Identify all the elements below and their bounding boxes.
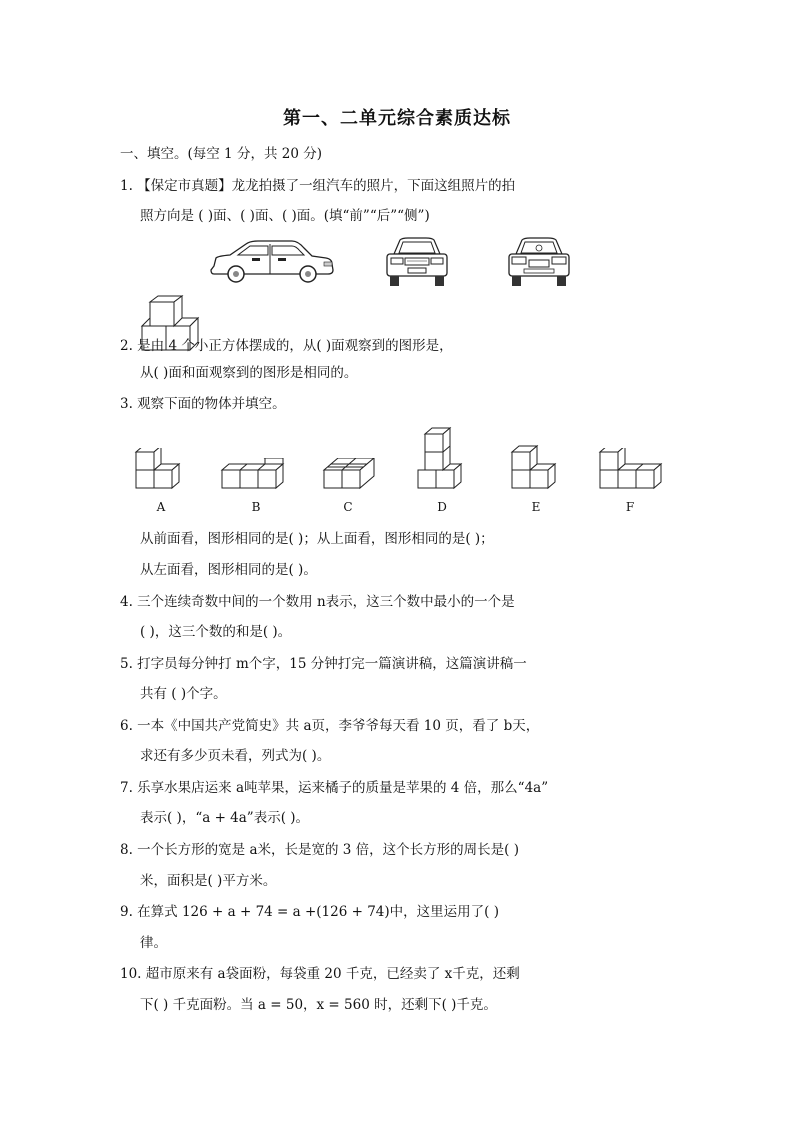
q8-line2: 米，面积是( )平方米。 (140, 873, 277, 889)
q5-line1: 5. 打字员每分钟打 m个字，15 分钟打完一篇演讲稿，这篇演讲稿一 (120, 656, 527, 672)
cube-figure-f (598, 448, 664, 492)
figure-label-b: B (251, 500, 261, 514)
q10-line2: 下( ) 千克面粉。当 a = 50，x = 560 时，还剩下( )千克。 (140, 997, 497, 1013)
q2-line2: 从( )面和面观察到的图形是相同的。 (140, 365, 358, 381)
figure-label-d: D (437, 500, 447, 514)
q6-line1: 6. 一本《中国共产党简史》共 a页，李爷爷每天看 10 页，看了 b天， (120, 718, 540, 734)
q5-line2: 共有 ( )个字。 (140, 686, 227, 702)
q1-line1: 1. 【保定市真题】龙龙拍摄了一组汽车的照片，下面这组照片的拍 (120, 178, 516, 194)
cube-figure-d (416, 426, 472, 492)
q1-line2: 照方向是 ( )面、( )面、( )面。(填“前”“后”“侧”) (140, 208, 430, 224)
q7-line1: 7. 乐享水果店运来 a吨苹果，运来橘子的质量是苹果的 4 倍，那么“4a” (120, 780, 549, 796)
figure-label-f: F (625, 500, 635, 514)
q10-line1: 10. 超市原来有 a袋面粉，每袋重 20 千克，已经卖了 x千克，还剩 (120, 966, 520, 982)
cube-figure-a (134, 448, 190, 492)
q4-line1: 4. 三个连续奇数中间的一个数用 n表示，这三个数中最小的一个是 (120, 594, 515, 610)
cube-figure-c (322, 458, 378, 492)
q3-line1: 3. 观察下面的物体并填空。 (120, 396, 286, 412)
q4-line2: ( )，这三个数的和是( )。 (140, 624, 292, 640)
car-back-view-image (506, 236, 572, 288)
q6-line2: 求还有多少页未看，列式为( )。 (140, 748, 331, 764)
q9-line1: 9. 在算式 126 + a + 74 = a +(126 + 74)中，这里运用了( ) (120, 904, 499, 920)
section-heading: 一、填空。(每空 1 分，共 20 分) (120, 146, 322, 162)
figure-label-c: C (343, 500, 353, 514)
q8-line1: 8. 一个长方形的宽是 a米，长是宽的 3 倍，这个长方形的周长是( ) (120, 842, 520, 858)
q7-line2: 表示( )，“a + 4a”表示( )。 (140, 810, 310, 826)
q3-line2: 从前面看，图形相同的是( )；从上面看，图形相同的是( )； (140, 531, 494, 547)
q9-line2: 律。 (140, 935, 167, 951)
car-front-view-image (384, 236, 450, 288)
cube-figure-e (510, 444, 566, 492)
q2-line1: 2. 是由 4 个小正方体摆成的，从( )面观察到的图形是， (120, 338, 453, 354)
figure-label-a: A (156, 500, 166, 514)
figure-label-e: E (531, 500, 541, 514)
q3-line3: 从左面看，图形相同的是( )。 (140, 562, 317, 578)
page-title: 第一、二单元综合素质达标 (283, 108, 511, 129)
cube-figure-b (220, 458, 292, 492)
car-side-view-image (208, 236, 338, 286)
